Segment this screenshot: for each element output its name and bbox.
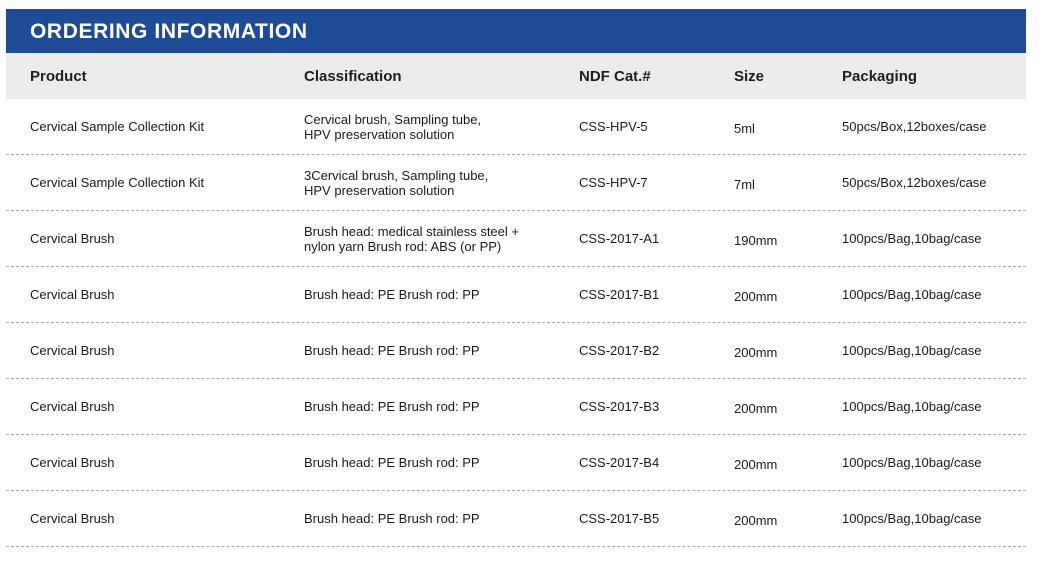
size-cell [734,437,834,492]
cat-number-cell [579,267,719,322]
product-cell-text: Cervical Brush [30,511,115,526]
size-cell-text: 200mm [734,513,778,528]
classification-cell-text: Brush head: PE Brush rod: PP [304,399,480,414]
product-cell [30,211,290,266]
size-cell [734,157,834,212]
cat-number-cell [579,491,719,546]
size-cell [734,101,834,156]
product-cell-text: Cervical Brush [30,399,115,414]
cat-number-cell [579,323,719,378]
classification-cell [304,267,554,322]
column-header-product: Product [30,68,87,85]
packaging-cell-text: 50pcs/Box,12boxes/case [842,119,987,134]
product-cell [30,491,290,546]
classification-cell-text: 3Cervical brush, Sampling tube, HPV preservation solution [304,167,489,198]
column-header-cat: NDF Cat.# [579,68,651,85]
packaging-cell [842,379,1026,434]
table-row [6,323,1026,379]
size-cell [734,269,834,324]
size-cell-text: 190mm [734,233,778,248]
classification-cell [304,323,554,378]
cat-number-cell-text: CSS-HPV-5 [579,119,648,134]
cat-number-cell [579,99,719,154]
classification-cell [304,435,554,490]
packaging-cell-text: 100pcs/Bag,10bag/case [842,455,982,470]
cat-number-cell-text: CSS-HPV-7 [579,175,648,190]
product-cell [30,99,290,154]
product-cell [30,323,290,378]
product-cell [30,435,290,490]
packaging-cell-text: 100pcs/Bag,10bag/case [842,287,982,302]
cat-number-cell [579,379,719,434]
cat-number-cell-text: CSS-2017-B1 [579,287,660,302]
classification-cell-text: Brush head: PE Brush rod: PP [304,455,480,470]
size-cell [734,325,834,380]
product-cell [30,379,290,434]
column-header-packaging: Packaging [842,68,918,85]
table-header [6,53,1026,99]
packaging-cell [842,267,1026,322]
size-cell-text: 7ml [734,177,755,192]
classification-cell [304,491,554,546]
cat-number-cell [579,211,719,266]
classification-cell-text: Brush head: medical stainless steel + nylon yarn Brush rod: ABS (or PP) [304,223,519,254]
classification-cell-text: Brush head: PE Brush rod: PP [304,343,480,358]
table-body [6,99,1026,547]
packaging-cell [842,99,1026,154]
table-row [6,267,1026,323]
size-cell-text: 200mm [734,401,778,416]
packaging-cell-text: 100pcs/Bag,10bag/case [842,343,982,358]
cat-number-cell-text: CSS-2017-B3 [579,399,660,414]
size-cell [734,493,834,548]
table-row [6,379,1026,435]
size-cell-text: 5ml [734,121,755,136]
classification-cell [304,99,554,154]
table-row [6,211,1026,267]
packaging-cell [842,211,1026,266]
packaging-cell-text: 100pcs/Bag,10bag/case [842,511,982,526]
product-cell-text: Cervical Brush [30,287,115,302]
classification-cell [304,155,554,210]
packaging-cell [842,435,1026,490]
product-cell [30,267,290,322]
ordering-information-header [6,9,1026,53]
packaging-cell-text: 100pcs/Bag,10bag/case [842,231,982,246]
table-row [6,435,1026,491]
classification-cell [304,211,554,266]
column-header-size: Size [734,68,765,85]
size-cell-text: 200mm [734,289,778,304]
packaging-cell-text: 100pcs/Bag,10bag/case [842,399,982,414]
table-row [6,155,1026,211]
product-cell-text: Cervical Brush [30,455,115,470]
packaging-cell [842,155,1026,210]
cat-number-cell [579,155,719,210]
product-cell [30,155,290,210]
product-cell-text: Cervical Brush [30,343,115,358]
cat-number-cell-text: CSS-2017-B2 [579,343,660,358]
size-cell [734,381,834,436]
product-cell-text: Cervical Sample Collection Kit [30,175,205,190]
classification-cell-text: Cervical brush, Sampling tube, HPV preservation solution [304,111,482,142]
cat-number-cell [579,435,719,490]
size-cell-text: 200mm [734,457,778,472]
cat-number-cell-text: CSS-2017-B4 [579,455,660,470]
table-row [6,491,1026,547]
product-cell-text: Cervical Brush [30,231,115,246]
size-cell [734,213,834,268]
packaging-cell-text: 50pcs/Box,12boxes/case [842,175,987,190]
classification-cell-text: Brush head: PE Brush rod: PP [304,511,480,526]
classification-cell-text: Brush head: PE Brush rod: PP [304,287,480,302]
packaging-cell [842,323,1026,378]
cat-number-cell-text: CSS-2017-A1 [579,231,660,246]
column-header-classification: Classification [304,68,402,85]
product-cell-text: Cervical Sample Collection Kit [30,119,205,134]
cat-number-cell-text: CSS-2017-B5 [579,511,660,526]
classification-cell [304,379,554,434]
size-cell-text: 200mm [734,345,778,360]
packaging-cell [842,491,1026,546]
page-title: ORDERING INFORMATION [30,20,308,43]
table-row [6,99,1026,155]
